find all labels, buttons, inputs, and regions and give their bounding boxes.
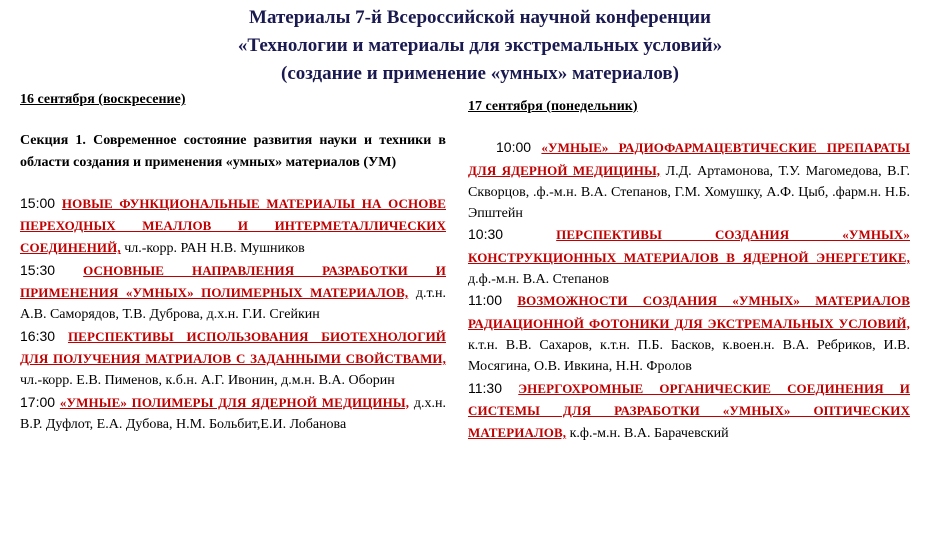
talk-title: НОВЫЕ ФУНКЦИОНАЛЬНЫЕ МАТЕРИАЛЫ НА ОСНОВЕ ПЕРЕХОДНЫХ МЕАЛЛОВ И ИНТЕРМЕТАЛЛИЧЕСКИХ СОЕДИНЕНИЙ, — [20, 195, 446, 256]
talk-time: 15:30 — [20, 261, 56, 278]
talk-time: 11:30 — [468, 379, 502, 396]
talk-authors: к.ф.-м.н. В.А. Барачевский — [566, 426, 729, 442]
talk-title: ВОЗМОЖНОСТИ СОЗДАНИЯ «УМНЫХ» МАТЕРИАЛОВ РАДИАЦИОННОЙ ФОТОНИКИ ДЛЯ ЭКСТРЕМАЛЬНЫХ УСЛОВИЙ, — [468, 293, 910, 331]
title-line-1: Материалы 7-й Всероссийской научной конференции — [249, 7, 711, 28]
title-line-3: (создание и применение «умных» материалов) — [281, 63, 679, 84]
talk-title: «УМНЫЕ» ПОЛИМЕРЫ ДЛЯ ЯДЕРНОЙ МЕДИЦИНЫ, — [59, 394, 410, 410]
talk-title: ОСНОВНЫЕ НАПРАВЛЕНИЯ РАЗРАБОТКИ И ПРИМЕНЕНИЯ «УМНЫХ» ПОЛИМЕРНЫХ МАТЕРИАЛОВ, — [20, 262, 447, 301]
talk-authors: Л.Д. Артамонова, Т.У. Магомедова, В.Г. Скворцов, .ф.-м.н. В.А. Степанов, Г.М. Хомушку, А.Ф. Цыб, .фарм.н. Н.Б. Эпштейн — [468, 163, 910, 222]
day2-date: 17 сентября (понедельник) — [468, 99, 638, 114]
talk-entry — [468, 378, 910, 445]
day1-column — [20, 89, 446, 435]
talk-entry — [20, 193, 446, 260]
talk-entry — [20, 392, 446, 436]
talk-time: 17:00 — [20, 393, 56, 410]
talk-entry — [468, 224, 910, 290]
talk-title: ПЕРСПЕКТИВЫ СОЗДАНИЯ «УМНЫХ» КОНСТРУКЦИОННЫХ МАТЕРИАЛОВ В ЯДЕРНОЙ ЭНЕРГЕТИКЕ, — [468, 227, 910, 265]
talk-entry — [468, 137, 910, 224]
title-line-2: «Технологии и материалы для экстремальных условий» — [237, 35, 723, 56]
talk-entry — [468, 290, 910, 377]
talk-authors: д.ф.-м.н. В.А. Степанов — [468, 272, 609, 288]
talk-time: 10:30 — [468, 226, 504, 243]
talk-authors: к.т.н. В.В. Сахаров, к.т.н. П.Б. Басков, к.воен.н. В.А. Ребриков, И.В. Мосягина, О.В. Ивкина, Н.Н. Фролов — [468, 337, 910, 375]
talk-entry — [20, 260, 446, 326]
talk-authors: д.т.н. А.В. Саморядов, Т.В. Дуброва, д.х.н. Г.И. Сгейкин — [20, 286, 447, 323]
day2-talks — [468, 137, 910, 444]
talk-authors: д.х.н. В.Р. Дуфлот, Е.А. Дубова, Н.М. Больбит,Е.И. Лобанова — [20, 395, 447, 432]
talk-time: 10:00 — [496, 139, 532, 156]
talk-authors: чл.-корр. РАН Н.В. Мушников — [120, 241, 305, 257]
talk-entry — [20, 326, 446, 392]
talk-title: ЭНЕРГОХРОМНЫЕ ОРГАНИЧЕСКИЕ СОЕДИНЕНИЯ И СИСТЕМЫ ДЛЯ РАЗРАБОТКИ «УМНЫХ» ОПТИЧЕСКИХ МАТЕРИАЛОВ, — [468, 380, 911, 441]
talk-authors: чл.-корр. Е.В. Пименов, к.б.н. А.Г. Ивонин, д.м.н. В.А. Оборин — [20, 373, 395, 389]
talk-title: «УМНЫЕ» РАДИОФАРМАЦЕВТИЧЕСКИЕ ПРЕПАРАТЫ ДЛЯ ЯДЕРНОЙ МЕДИЦИНЫ, — [468, 140, 910, 178]
day2-column — [468, 96, 910, 444]
talk-time: 15:00 — [20, 194, 56, 211]
conference-title — [110, 4, 850, 88]
talk-time: 16:30 — [20, 327, 56, 344]
section-heading: Секция 1. Современное состояние развития науки и техники в области создания и применения «умных» материалов (УМ) — [20, 133, 446, 170]
day1-talks — [20, 193, 446, 435]
talk-time: 11:00 — [468, 292, 502, 309]
day1-date: 16 сентября (воскресение) — [20, 92, 186, 107]
talk-title: ПЕРСПЕКТИВЫ ИСПОЛЬЗОВАНИЯ БИОТЕХНОЛОГИЙ ДЛЯ ПОЛУЧЕНИЯ МАТРИАЛОВ С ЗАДАННЫМИ СВОЙСТВАМИ, — [20, 328, 446, 366]
